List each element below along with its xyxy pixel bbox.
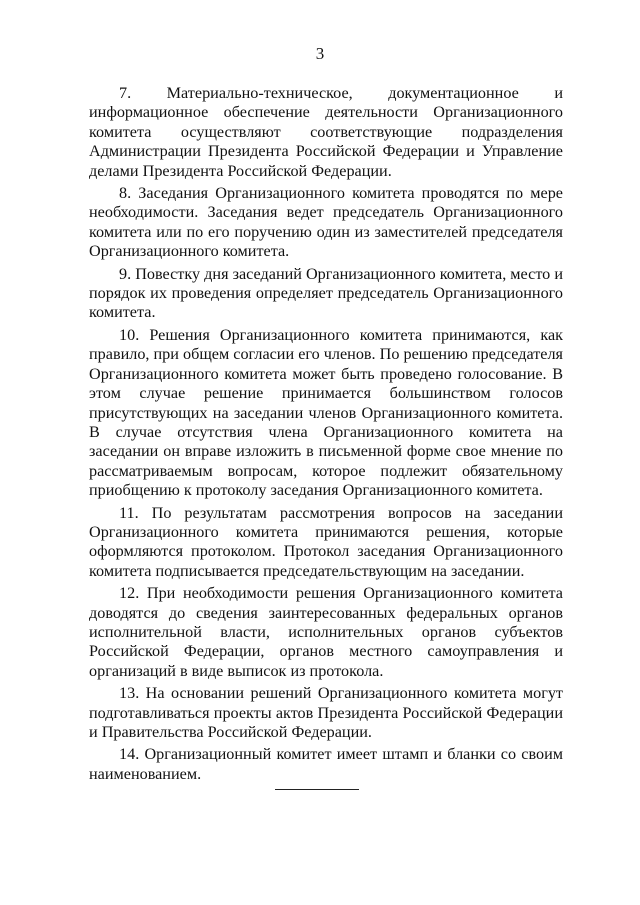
paragraph-8: 8. Заседания Организационного комитета проводятся по мере необходимости. Заседания ведет председатель Организационного комитета или по его поручению один из заместителей председателя Организационного комитета.: [89, 184, 563, 261]
paragraph-13: 13. На основании решений Организационного комитета могут подготавливаться проекты актов Президента Российской Федерации и Правительства Российской Федерации.: [89, 684, 563, 741]
paragraph-14: 14. Организационный комитет имеет штамп и бланки со своим наименованием.: [89, 745, 563, 783]
paragraph-10: 10. Решения Организационного комитета принимаются, как правило, при общем согласии его членов. По решению председателя Организационного комитета может быть проведено голосование. В этом случае решение принимается большинством голосов присутствующих на заседании членов Организационного комитета. В случае отсутствия члена Организационного комитета на заседании он вправе изложить в письменной форме свое мнение по рассматриваемым вопросам, которое подлежит обязательному приобщению к протоколу заседания Организационного комитета.: [89, 325, 563, 500]
paragraph-9: 9. Повестку дня заседаний Организационного комитета, место и порядок их проведения определяет председатель Организационного комитета.: [89, 264, 563, 322]
paragraph-11: 11. По результатам рассмотрения вопросов на заседании Организационного комитета принимаются решения, которые оформляются протоколом. Протокол заседания Организационного комитета подписывается председательствующим на заседании.: [89, 503, 563, 580]
paragraph-12: 12. При необходимости решения Организационного комитета доводятся до сведения заинтересованных федеральных органов исполнительной власти, исполнительных органов субъектов Российской Федерации, органов местного самоуправления и организаций в виде выписок из протокола.: [89, 584, 563, 680]
end-divider-line: [275, 789, 359, 790]
paragraph-7: 7. Материально-техническое, документационное и информационное обеспечение деятельности Организационного комитета осуществляют соответствующие подразделения Администрации Президента Российской Федерации и Управление делами Президента Российской Федерации.: [89, 84, 563, 180]
document-body: [89, 84, 563, 787]
page-number: 3: [315, 44, 325, 63]
